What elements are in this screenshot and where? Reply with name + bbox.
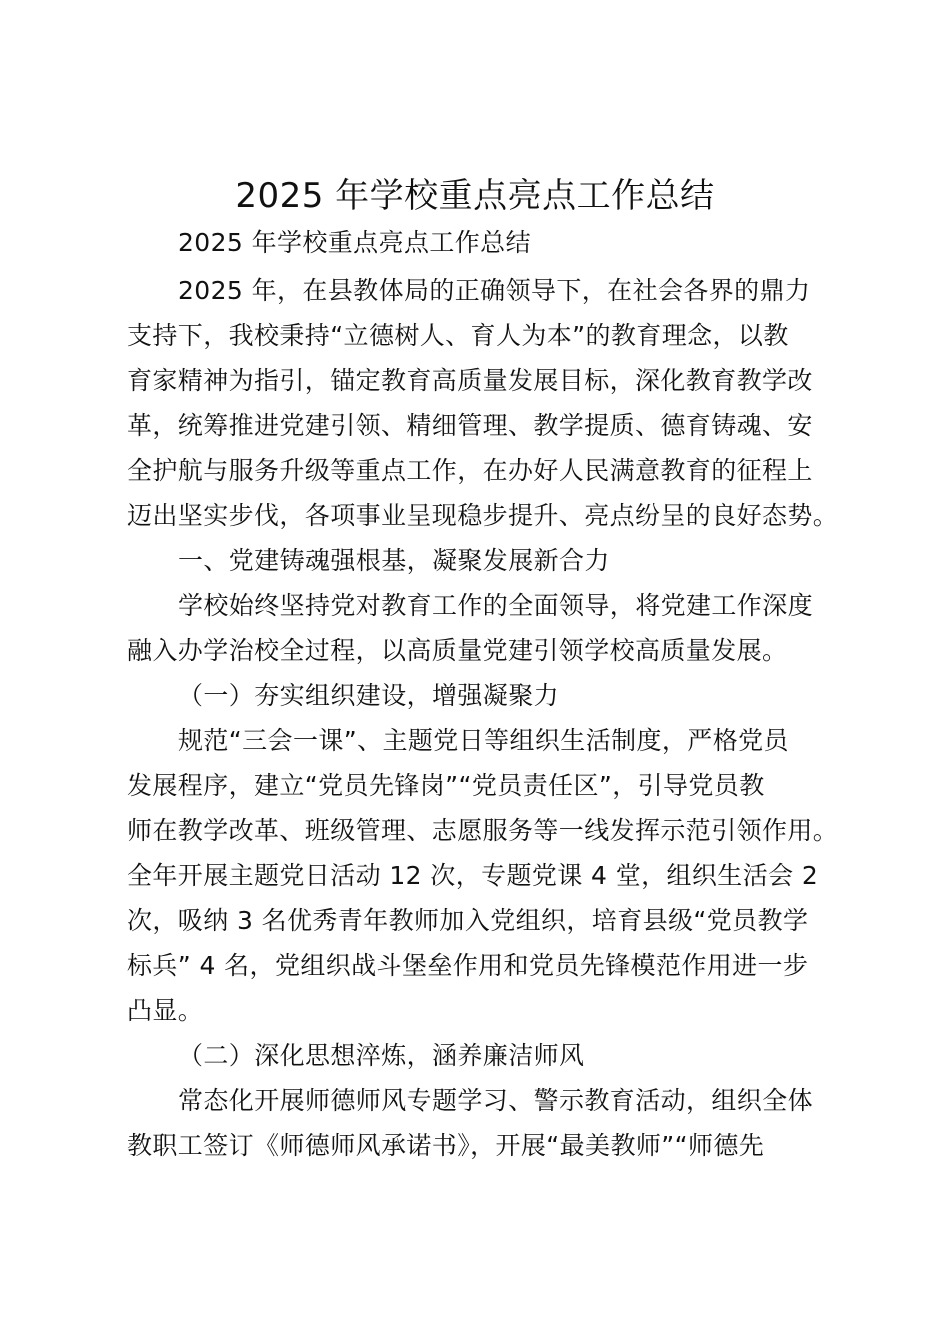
paragraph-line: 教职工签订《师德师风承诺书》，开展“最美教师”“师德先 xyxy=(127,1131,765,1160)
paragraph-line: 规范“三会一课”、主题党日等组织生活制度，严格党员 xyxy=(178,726,789,755)
paragraph-line: 发展程序，建立“党员先锋岗”“党员责任区”，引导党员教 xyxy=(127,771,765,800)
paragraph-line: 常态化开展师德师风专题学习、警示教育活动，组织全体 xyxy=(178,1086,814,1115)
subsection-heading: （二）深化思想淬炼，涵养廉洁师风 xyxy=(178,1041,585,1070)
section-heading: 一、党建铸魂强根基，凝聚发展新合力 xyxy=(178,546,610,575)
paragraph-line: 全护航与服务升级等重点工作，在办好人民满意教育的征程上 xyxy=(127,456,813,485)
document-title: 2025 年学校重点亮点工作总结 xyxy=(235,176,715,216)
paragraph-line: 全年开展主题党日活动 12 次，专题党课 4 堂，组织生活会 2 xyxy=(127,861,819,890)
paragraph-line: 次，吸纳 3 名优秀青年教师加入党组织，培育县级“党员教学 xyxy=(127,906,809,935)
paragraph-line: 融入办学治校全过程，以高质量党建引领学校高质量发展。 xyxy=(127,636,788,665)
paragraph-line: 师在教学改革、班级管理、志愿服务等一线发挥示范引领作用。 xyxy=(127,816,839,845)
paragraph-line: 标兵” 4 名，党组织战斗堡垒作用和党员先锋模范作用进一步 xyxy=(127,951,809,980)
paragraph-line: 革，统筹推进党建引领、精细管理、教学提质、德育铸魂、安 xyxy=(127,411,813,440)
paragraph-line: 凸显。 xyxy=(127,996,204,1025)
paragraph-line: 2025 年，在县教体局的正确领导下，在社会各界的鼎力 xyxy=(178,276,811,305)
paragraph-line: 迈出坚实步伐，各项事业呈现稳步提升、亮点纷呈的良好态势。 xyxy=(127,501,839,530)
subsection-heading: （一）夯实组织建设，增强凝聚力 xyxy=(178,681,560,710)
paragraph-line: 支持下，我校秉持“立德树人、育人为本”的教育理念，以教 xyxy=(127,321,789,350)
document-subtitle: 2025 年学校重点亮点工作总结 xyxy=(178,228,531,257)
paragraph-line: 育家精神为指引，锚定教育高质量发展目标，深化教育教学改 xyxy=(127,366,813,395)
paragraph-line: 学校始终坚持党对教育工作的全面领导，将党建工作深度 xyxy=(178,591,814,620)
